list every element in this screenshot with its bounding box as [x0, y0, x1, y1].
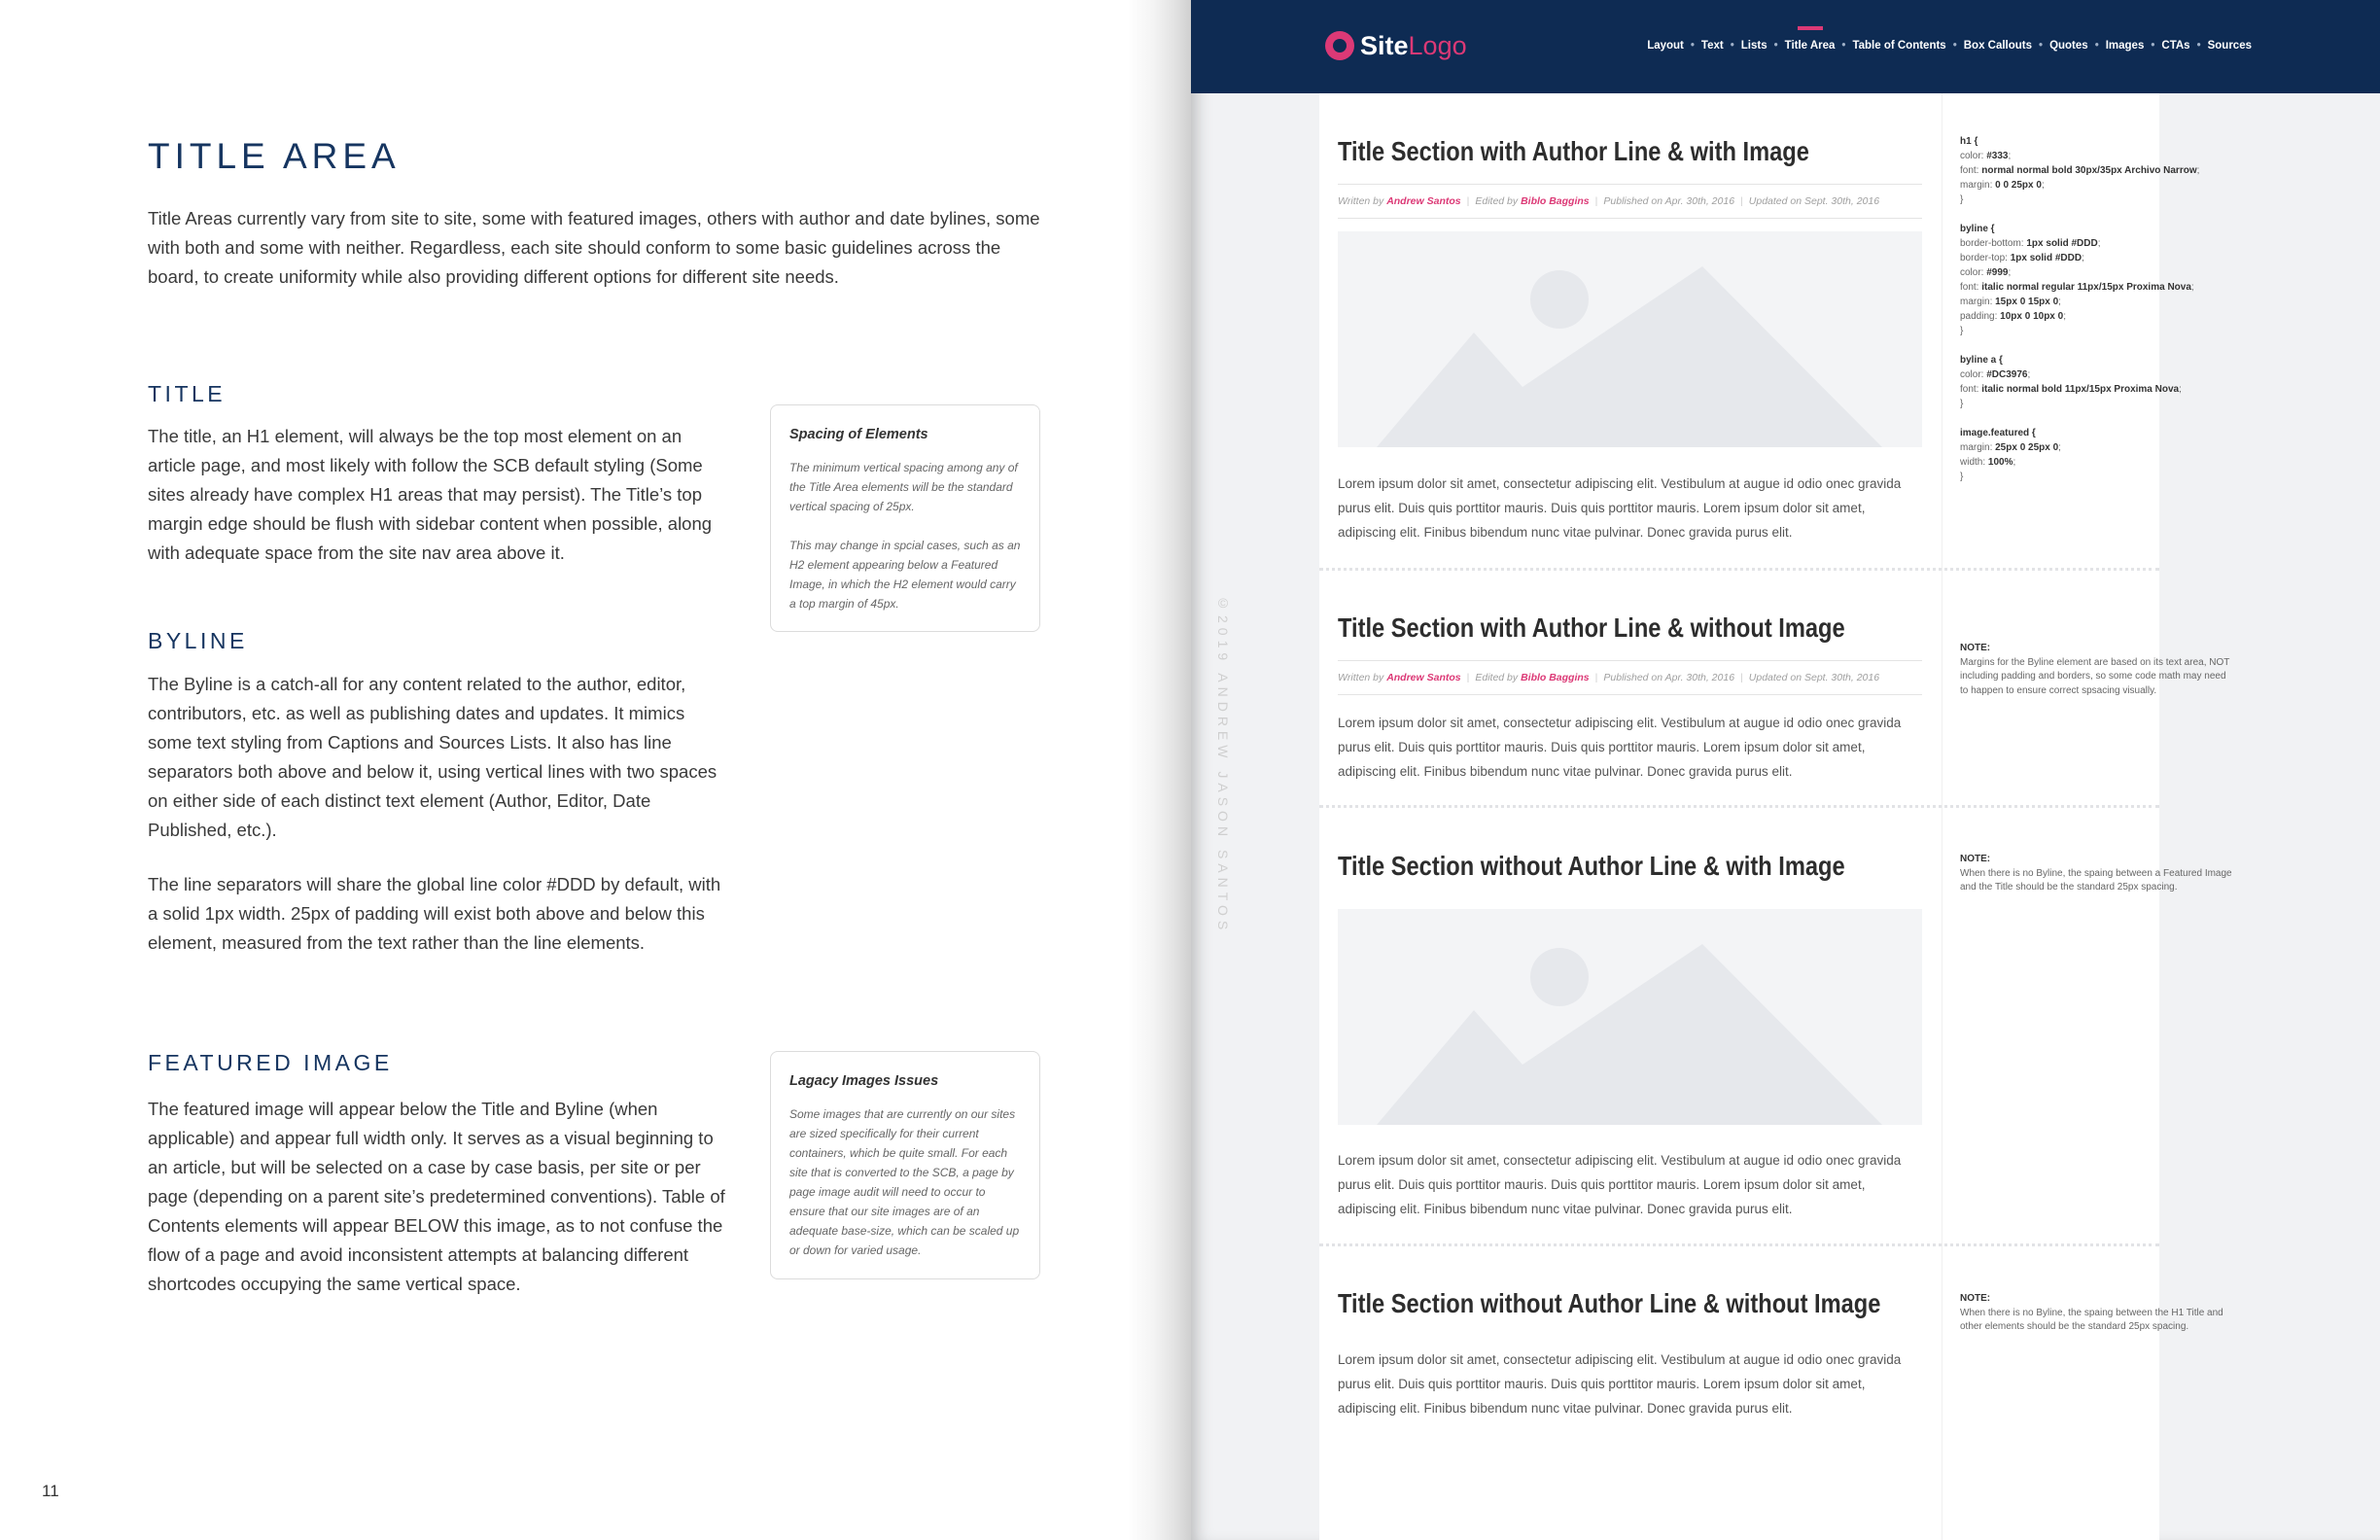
lorem-paragraph: Lorem ipsum dolor sit amet, consectetur adipiscing elit. Vestibulum at augue id odio onec gravida purus elit. Duis quis porttitor mauris. Duis quis porttitor mauris. Lorem ipsum dolor sit amet, adipiscing elit. Finibus bibendum nunc vitae pulvinar. Donec gravida purus elit.	[1338, 716, 1902, 779]
lorem-paragraph: Lorem ipsum dolor sit amet, consectetur adipiscing elit. Vestibulum at augue id odio onec gravida purus elit. Duis quis porttitor mauris. Duis quis porttitor mauris. Lorem ipsum dolor sit amet, adipiscing elit. Finibus bibendum nunc vitae pulvinar. Donec gravida purus elit.	[1338, 1352, 1902, 1416]
byline-published: Published on Apr. 30th, 2016	[1603, 195, 1735, 207]
logo-text-site: Site	[1360, 30, 1409, 60]
right-page	[1191, 0, 2380, 1540]
callout-text-2: This may change in spcial cases, such as an H2 element appearing below a Featured Image, in which the H2 element would carry a top margin of 45px.	[789, 539, 1021, 611]
note-byline-margins: NOTE: Margins for the Byline element are based on its text area, NOT including padding and borders, so some code math may need to happen to ensure correct spsacing visually.	[1960, 643, 2230, 696]
byline-section-text-2: The line separators will share the global line color #DDD by default, with a solid 1px width. 25px of padding will exist both above and below this element, measured from the text rather than the line elements.	[148, 874, 721, 953]
nav-item-lists[interactable]: Lists	[1740, 40, 1768, 52]
byline-editor-link[interactable]: Biblo Baggins	[1521, 195, 1590, 207]
title-section-heading: TITLE	[148, 381, 227, 406]
css-rule-image-featured: image.featured { margin: 25px 0 25px 0; width: 100%; }	[1960, 428, 2061, 482]
nav-item-box-callouts[interactable]: Box Callouts	[1963, 40, 2033, 52]
featured-image-heading: FEATURED IMAGE	[148, 1050, 393, 1075]
nav-separator: •	[2094, 40, 2099, 52]
logo-icon	[1325, 31, 1354, 60]
byline-section-text: The Byline is a catch-all for any content related to the author, editor, contributors, etc. as well as publishing dates and updates. It mimics some text styling from Captions and Sources Lists. It also has line separators both above and below it, using vertical lines with two spaces on either side of each distinct text element (Author, Editor, Date Published, etc.).	[148, 674, 718, 840]
css-rule-byline-a: byline a { color: #DC3976; font: italic normal bold 11px/15px Proxima Nova; }	[1960, 355, 2182, 409]
title-section-text: The title, an H1 element, will always be the top most element on an article page, and most likely with follow the SCB default styling (Some sites already have complex H1 areas that may persist). The Title’s top margin edge should be flush with sidebar content when possible, along with adequate space from the site nav area above it.	[148, 426, 713, 563]
book-gutter	[1128, 0, 1191, 1540]
page-number: 11	[42, 1482, 59, 1500]
byline-author-link[interactable]: Andrew Santos	[1386, 672, 1461, 683]
nav-separator: •	[2196, 40, 2201, 52]
byline-editor-link[interactable]: Biblo Baggins	[1521, 672, 1590, 683]
featured-image-placeholder	[1338, 231, 1922, 447]
nav-separator: •	[2151, 40, 2155, 52]
byline: Written by Andrew Santos | Edited by Biblo Baggins | Published on Apr. 30th, 2016 | Updated on Sept. 30th, 2016	[1338, 184, 1922, 219]
nav-item-table-of-contents[interactable]: Table of Contents	[1852, 40, 1946, 52]
nav-item-title-area[interactable]: Title Area	[1784, 40, 1836, 52]
byline-written-by: Written by	[1338, 672, 1384, 683]
image-placeholder-icon	[1338, 909, 1922, 1125]
section-title: Title Section without Author Line & without Image	[1338, 1288, 1881, 1318]
css-rule-h1: h1 { color: #333; font: normal normal bold 30px/35px Archivo Narrow; margin: 0 0 25px 0; }	[1960, 136, 2200, 205]
byline-edited-by: Edited by	[1475, 195, 1519, 207]
nav-separator: •	[1730, 40, 1734, 52]
nav-item-images[interactable]: Images	[2105, 40, 2145, 52]
section-divider	[1319, 805, 2159, 808]
nav-item-quotes[interactable]: Quotes	[2049, 40, 2088, 52]
section-title: Title Section with Author Line & with Image	[1338, 136, 1809, 166]
section-title: Title Section without Author Line & with Image	[1338, 851, 1845, 881]
callout-text: Some images that are currently on our sites are sized specifically for their current containers, which be quite small. For each site that is converted to the SCB, a page by page image audit will need to occur to ensure that our site images are of an adequate base-size, which can be scaled up or down for varied usage.	[789, 1107, 1020, 1257]
byline-written-by: Written by	[1338, 195, 1384, 207]
note-no-byline-title: NOTE: When there is no Byline, the spaing between the H1 Title and other elements should be the standard 25px spacing.	[1960, 1293, 2223, 1332]
nav-item-ctas[interactable]: CTAs	[2161, 40, 2190, 52]
nav-item-sources[interactable]: Sources	[2207, 40, 2252, 52]
byline-section-heading: BYLINE	[148, 628, 248, 653]
section-title: Title Section with Author Line & without Image	[1338, 612, 1845, 643]
site-nav	[1647, 40, 2252, 52]
nav-item-layout[interactable]: Layout	[1647, 40, 1684, 52]
nav-separator: •	[2039, 40, 2044, 52]
logo-text-logo: Logo	[1408, 30, 1467, 60]
css-rule-byline: byline { border-bottom: 1px solid #DDD; border-top: 1px solid #DDD; color: #999; font: italic normal regular 11px/15px Proxima Nova; margin: 15px 0 15px 0; padding: 10px 0 10px 0; }	[1960, 224, 2194, 336]
callout-legacy-images	[770, 1051, 1040, 1279]
image-placeholder-icon	[1338, 231, 1922, 447]
callout-title: Lagacy Images Issues	[789, 1073, 939, 1089]
lorem-paragraph: Lorem ipsum dolor sit amet, consectetur adipiscing elit. Vestibulum at augue id odio onec gravida purus elit. Duis quis porttitor mauris. Duis quis porttitor mauris. Lorem ipsum dolor sit amet, adipiscing elit. Finibus bibendum nunc vitae pulvinar. Donec gravida purus elit.	[1338, 476, 1902, 540]
css-code-notes	[1960, 134, 2222, 499]
byline: Written by Andrew Santos | Edited by Biblo Baggins | Published on Apr. 30th, 2016 | Updated on Sept. 30th, 2016	[1338, 660, 1922, 695]
left-page	[0, 0, 1128, 1540]
nav-separator: •	[1841, 40, 1846, 52]
byline-updated: Updated on Sept. 30th, 2016	[1748, 672, 1880, 683]
byline-updated: Updated on Sept. 30th, 2016	[1748, 195, 1880, 207]
page-title: TITLE AREA	[148, 136, 401, 176]
nav-item-text[interactable]: Text	[1700, 40, 1724, 52]
nav-separator: •	[1690, 40, 1695, 52]
featured-image-placeholder	[1338, 909, 1922, 1125]
nav-separator: •	[1952, 40, 1957, 52]
byline-edited-by: Edited by	[1475, 672, 1519, 683]
callout-text: The minimum vertical spacing among any of the Title Area elements will be the standard vertical spacing of 25px.	[789, 461, 1018, 513]
callout-title: Spacing of Elements	[789, 427, 928, 442]
intro-paragraph: Title Areas currently vary from site to site, some with featured images, others with author and date bylines, some with both and some with neither. Regardless, each site should conform to some basic guidelines across the board, to create uniformity while also providing different options for different site needs.	[148, 208, 1040, 287]
section-divider	[1319, 568, 2159, 571]
note-no-byline-image: NOTE: When there is no Byline, the spaing between a Featured Image and the Title should be the standard 25px spacing.	[1960, 854, 2232, 892]
callout-spacing-of-elements	[770, 404, 1040, 632]
lorem-paragraph: Lorem ipsum dolor sit amet, consectetur adipiscing elit. Vestibulum at augue id odio onec gravida purus elit. Duis quis porttitor mauris. Duis quis porttitor mauris. Lorem ipsum dolor sit amet, adipiscing elit. Finibus bibendum nunc vitae pulvinar. Donec gravida purus elit.	[1338, 1153, 1902, 1216]
featured-image-text: The featured image will appear below the Title and Byline (when applicable) and appear full width only. It serves as a visual beginning to an article, but will be selected on a case by case basis, per site or per page (depending on a parent site’s predetermined conventions). Table of Contents elements will appear BELOW this image, as to not confuse the flow of a page and avoid inconsistent attempts at balancing different shortcodes occupying the same vertical space.	[148, 1099, 725, 1294]
byline-author-link[interactable]: Andrew Santos	[1386, 195, 1461, 207]
byline-published: Published on Apr. 30th, 2016	[1603, 672, 1735, 683]
copyright-watermark: ©2019 ANDREW JASON SANTOS	[1215, 595, 1231, 935]
section-divider	[1319, 1243, 2159, 1246]
nav-separator: •	[1773, 40, 1778, 52]
site-header	[1191, 0, 2380, 93]
site-logo[interactable]	[1325, 28, 1467, 63]
